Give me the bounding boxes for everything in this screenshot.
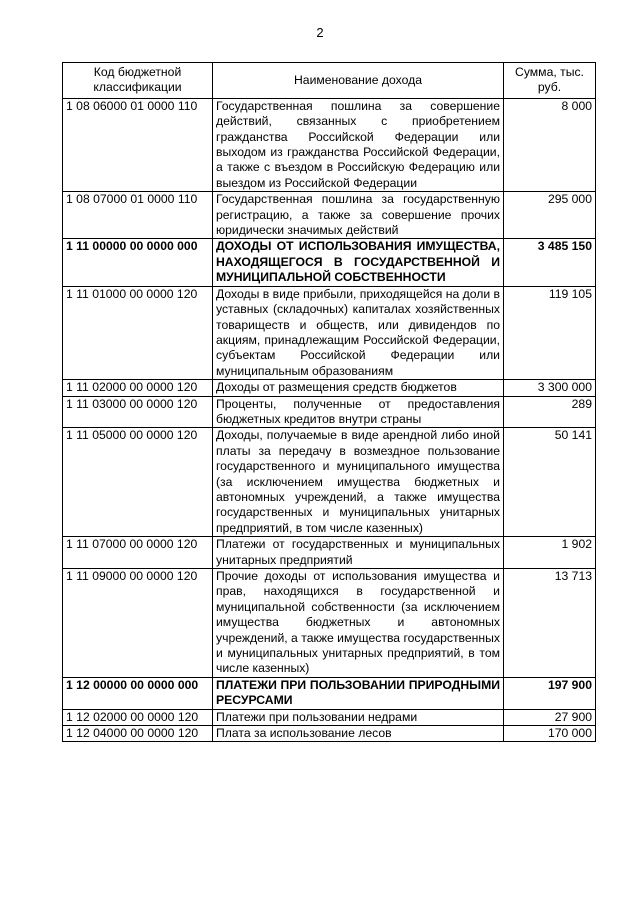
cell-code: 1 11 05000 00 0000 120	[63, 428, 213, 537]
table-row	[63, 98, 596, 191]
cell-name: Доходы, получаемые в виде арендной либо иной платы за передачу в возмездное пользование государственного и муниципального имущества (за исключением имущества бюджетных и автономных учреждений, а также имущества государственных и муниципальных унитарных предприятий, в том числе казенных)	[213, 428, 504, 537]
table-row	[63, 726, 596, 742]
table-row	[63, 537, 596, 569]
cell-name: Доходы в виде прибыли, приходящейся на доли в уставных (складочных) капиталах хозяйственных товариществ и обществ, или дивидендов по акциям, принадлежащим Российской Федерации, субъектам Российской Федерации или муниципальным образованиям	[213, 286, 504, 379]
cell-name: Прочие доходы от использования имущества и прав, находящихся в государственной и муниципальной собственности (за исключением имущества бюджетных и автономных учреждений, а также имущества государственных и муниципальных унитарных предприятий, в том числе казенных)	[213, 569, 504, 678]
header-code: Код бюджетной классификации	[63, 63, 213, 99]
cell-name: Платежи от государственных и муниципальных унитарных предприятий	[213, 537, 504, 569]
table-row	[63, 677, 596, 709]
cell-name: Проценты, полученные от предоставления бюджетных кредитов внутри страны	[213, 396, 504, 428]
table-row	[63, 239, 596, 286]
cell-name: Государственная пошлина за совершение действий, связанных с приобретением гражданства Российской Федерации или выходом из гражданства Российской Федерации, а также с въездом в Российскую Федерацию или выездом из Российской Федерации	[213, 98, 504, 191]
page-number: 2	[316, 25, 324, 40]
table-row	[63, 709, 596, 725]
cell-code: 1 11 07000 00 0000 120	[63, 537, 213, 569]
cell-sum: 50 141	[504, 428, 596, 537]
revenue-table	[62, 62, 596, 742]
cell-sum: 1 902	[504, 537, 596, 569]
cell-code: 1 11 09000 00 0000 120	[63, 569, 213, 678]
cell-name: ДОХОДЫ ОТ ИСПОЛЬЗОВАНИЯ ИМУЩЕСТВА, НАХОДЯЩЕГОСЯ В ГОСУДАРСТВЕННОЙ И МУНИЦИПАЛЬНОЙ СОБСТВЕННОСТИ	[213, 239, 504, 286]
cell-code: 1 12 02000 00 0000 120	[63, 709, 213, 725]
cell-code: 1 08 06000 01 0000 110	[63, 98, 213, 191]
header-name: Наименование дохода	[213, 63, 504, 99]
cell-code: 1 11 00000 00 0000 000	[63, 239, 213, 286]
cell-sum: 119 105	[504, 286, 596, 379]
cell-name: ПЛАТЕЖИ ПРИ ПОЛЬЗОВАНИИ ПРИРОДНЫМИ РЕСУРСАМИ	[213, 677, 504, 709]
cell-sum: 27 900	[504, 709, 596, 725]
cell-name: Плата за использование лесов	[213, 726, 504, 742]
table-row	[63, 569, 596, 678]
cell-sum: 8 000	[504, 98, 596, 191]
cell-name: Доходы от размещения средств бюджетов	[213, 380, 504, 396]
table-row	[63, 380, 596, 396]
cell-code: 1 12 04000 00 0000 120	[63, 726, 213, 742]
cell-code: 1 12 00000 00 0000 000	[63, 677, 213, 709]
cell-name: Платежи при пользовании недрами	[213, 709, 504, 725]
cell-name: Государственная пошлина за государственную регистрацию, а также за совершение прочих юридически значимых действий	[213, 192, 504, 239]
table-row	[63, 286, 596, 379]
cell-sum: 289	[504, 396, 596, 428]
table-row	[63, 428, 596, 537]
header-sum: Сумма, тыс. руб.	[504, 63, 596, 99]
table-row	[63, 396, 596, 428]
cell-sum: 13 713	[504, 569, 596, 678]
cell-code: 1 11 01000 00 0000 120	[63, 286, 213, 379]
cell-sum: 295 000	[504, 192, 596, 239]
cell-sum: 197 900	[504, 677, 596, 709]
cell-code: 1 08 07000 01 0000 110	[63, 192, 213, 239]
cell-sum: 170 000	[504, 726, 596, 742]
table-header-row	[63, 63, 596, 99]
cell-sum: 3 485 150	[504, 239, 596, 286]
cell-code: 1 11 03000 00 0000 120	[63, 396, 213, 428]
table-row	[63, 192, 596, 239]
cell-code: 1 11 02000 00 0000 120	[63, 380, 213, 396]
cell-sum: 3 300 000	[504, 380, 596, 396]
